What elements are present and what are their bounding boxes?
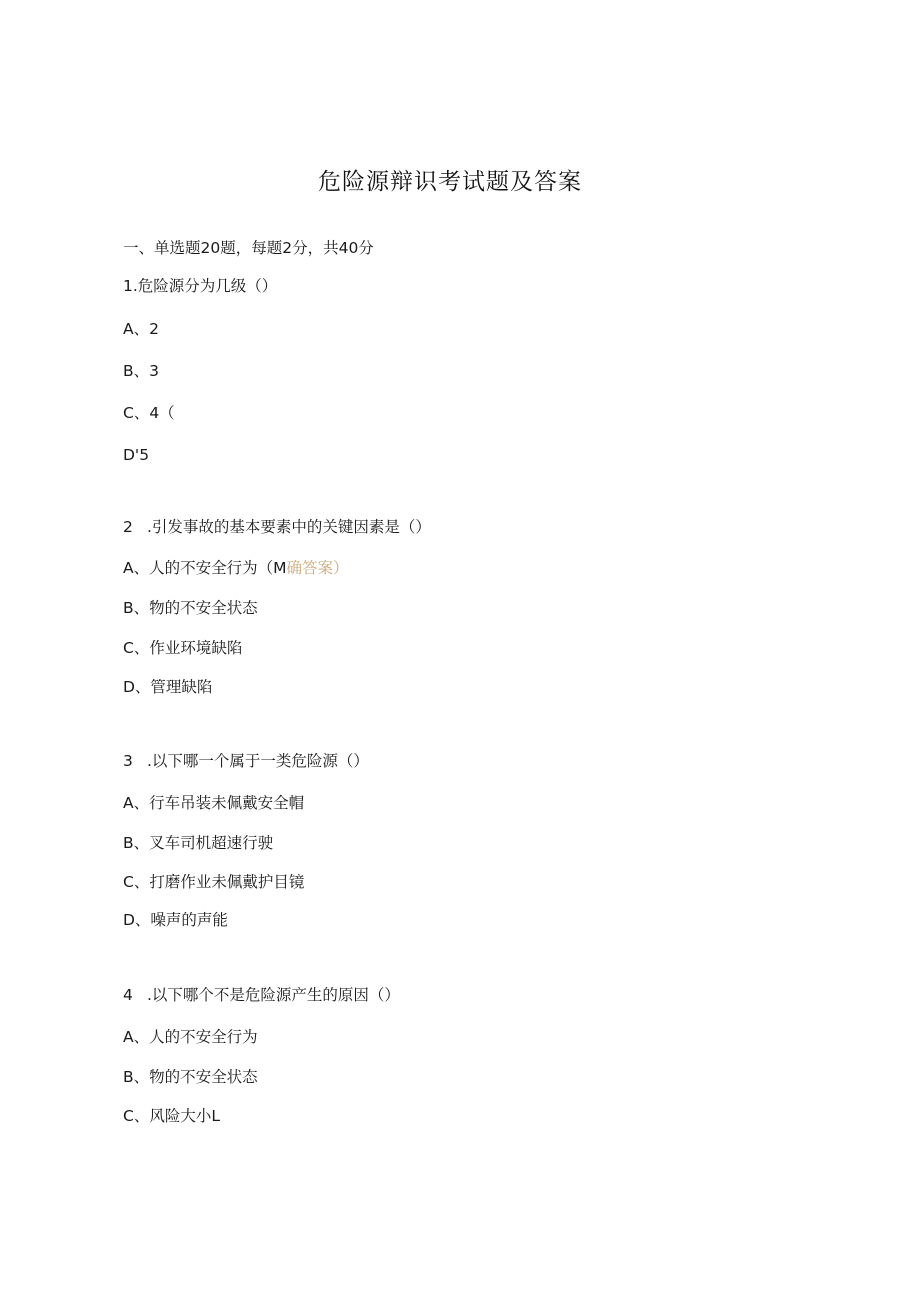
document-title: 危险源辩识考试题及答案 xyxy=(318,169,582,195)
question-3-stem xyxy=(123,751,369,771)
question-1-option-d: D'5 xyxy=(123,446,150,464)
question-2-option-b: B、物的不安全状态 xyxy=(123,599,258,617)
question-3-option-c: C、打磨作业未佩戴护目镜 xyxy=(123,873,305,891)
question-2-option-a xyxy=(123,558,349,578)
question-3-option-a: A、行车吊装未佩戴安全帽 xyxy=(123,794,305,812)
question-3-number: 3 xyxy=(123,752,133,770)
question-1-option-a: A、2 xyxy=(123,320,159,338)
question-4-option-c: C、风险大小L xyxy=(123,1107,220,1125)
question-4-text: .以下哪个不是危险源产生的原因（） xyxy=(147,986,400,1004)
question-2-option-d: D、管理缺陷 xyxy=(123,678,213,696)
question-2-text: .引发事故的基本要素中的关键因素是（） xyxy=(147,518,431,536)
question-4-option-b: B、物的不安全状态 xyxy=(123,1068,258,1086)
question-2-option-c: C、作业环境缺陷 xyxy=(123,639,243,657)
section-heading: 一、单选题20题，每题2分，共40分 xyxy=(123,239,374,257)
question-3-text: .以下哪一个属于一类危险源（） xyxy=(147,752,369,770)
question-4-stem xyxy=(123,985,400,1005)
answer-hint: 确答案） xyxy=(286,559,349,577)
question-1-stem: 1.危险源分为几级（） xyxy=(123,277,278,295)
question-1-option-c: C、4（ xyxy=(123,404,175,422)
question-2-stem xyxy=(123,517,431,537)
question-3-option-b: B、叉车司机超速行驶 xyxy=(123,834,274,852)
question-4-option-a: A、人的不安全行为 xyxy=(123,1028,258,1046)
question-4-number: 4 xyxy=(123,986,133,1004)
question-2-option-a-text: A、人的不安全行为（M xyxy=(123,559,287,577)
question-2-number: 2 xyxy=(123,518,133,536)
question-3-option-d: D、噪声的声能 xyxy=(123,911,228,929)
question-1-option-b: B、3 xyxy=(123,362,159,380)
